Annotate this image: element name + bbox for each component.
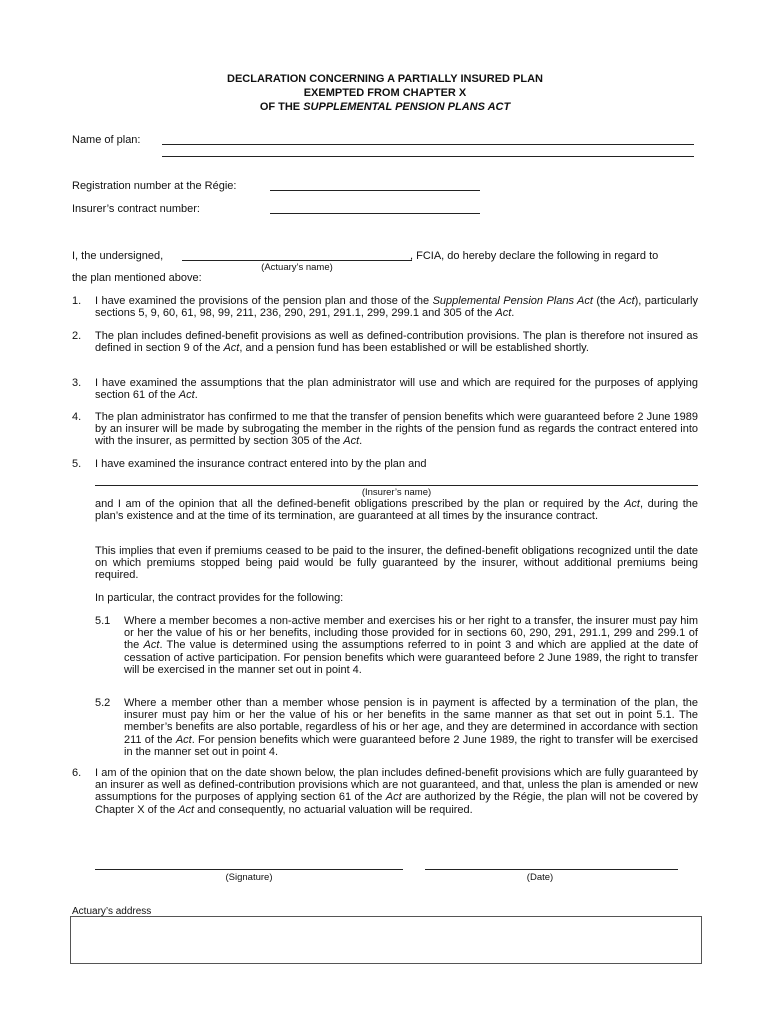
form-title	[72, 72, 698, 114]
title-line-1: DECLARATION CONCERNING A PARTIALLY INSURED PLAN	[227, 73, 543, 85]
item-4-number: 4.	[72, 411, 82, 423]
title-line-2: EXEMPTED FROM CHAPTER X	[303, 87, 467, 99]
plan-name-label: Name of plan:	[72, 134, 141, 146]
item-1-text: I have examined the provisions of the pension plan and those of the Supplemental Pension Plans Act (the Act), particularly sections 5, 9, 60, 61, 98, 99, 211, 236, 290, 291, 291.1, 299, 299.1 and 305 of the Act.	[95, 295, 698, 320]
plan-name-field-line-1[interactable]	[162, 144, 694, 145]
item-5-paragraph-2: This implies that even if premiums ceased to be paid to the insurer, the defined-benefit obligations recognized until the date on which premiums stopped being paid would be fully guaranteed by the insurer, without additional premiums being required.	[95, 545, 698, 582]
item-1-number: 1.	[72, 295, 82, 307]
item-3-number: 3.	[72, 377, 82, 389]
item-3-text: I have examined the assumptions that the plan administrator will use and which are required for the purposes of applying section 61 of the Act.	[95, 377, 698, 402]
insurer-name-field[interactable]	[95, 485, 698, 486]
insurer-name-caption: (Insurer’s name)	[361, 487, 432, 498]
item-6-text: I am of the opinion that on the date shown below, the plan includes defined-benefit provisions which are fully guaranteed by an insurer as well as defined-contribution provisions which are not guaranteed, and that, unless the plan is amended or new assumptions for the purposes of applying section 61 of the Act are authorized by the Régie, the plan will not be covered by Chapter X of the Act and consequently, no actuarial valuation will be required.	[95, 767, 698, 816]
item-5-number: 5.	[72, 458, 82, 470]
item-2-number: 2.	[72, 330, 82, 342]
signature-caption: (Signature)	[225, 872, 273, 883]
item-5-paragraph-3: In particular, the contract provides for the following:	[95, 592, 344, 604]
actuary-name-caption: (Actuary’s name)	[261, 262, 333, 273]
undersigned-continuation: the plan mentioned above:	[72, 272, 202, 284]
registration-number-field[interactable]	[270, 190, 480, 191]
item-5-2-text: Where a member other than a member whose pension is in payment is affected by a termination of the plan, the insurer must pay him or her the value of his or her benefits in the same manner as that set out in point 5.1. The member’s benefits are also portable, regardless of his or her age, and they are determined in accordance with section 211 of the Act. For pension benefits which were guaranteed before 2 June 1989, the right to transfer will be exercised in the manner set out in point 4.	[124, 697, 699, 758]
insurer-contract-number-label: Insurer’s contract number:	[72, 203, 200, 215]
signature-field[interactable]	[95, 869, 403, 870]
registration-number-label: Registration number at the Régie:	[72, 180, 237, 192]
actuary-address-box[interactable]	[70, 916, 702, 964]
undersigned-prefix: I, the undersigned,	[72, 250, 164, 262]
title-line-3: OF THE SUPPLEMENTAL PENSION PLANS ACT	[259, 101, 511, 113]
date-caption: (Date)	[526, 872, 554, 883]
date-field[interactable]	[425, 869, 678, 870]
item-6-number: 6.	[72, 767, 82, 779]
actuary-address-label: Actuary’s address	[72, 906, 152, 917]
item-4-text: The plan administrator has confirmed to me that the transfer of pension benefits which were guaranteed before 2 June 1989 by an insurer will be made by subrogating the member in the rights of the pension fund as regards the contract entered into with the insurer, as permitted by section 305 of the Act.	[95, 411, 698, 448]
item-5-1-text: Where a member becomes a non-active member and exercises his or her right to a transfer, the insurer must pay him or her the value of his or her benefits, including those provided for in sections 60, 290, 291, 291.1, 299 and 299.1 of the Act. The value is determined using the assumptions referred to in point 3 and which are applied at the date of cessation of active participation. For pension benefits which were guaranteed before 2 June 1989, the right to transfer will be exercised in the manner set out in point 4.	[124, 615, 698, 676]
plan-name-field-line-2[interactable]	[162, 156, 694, 157]
item-5-1-number: 5.1	[95, 615, 111, 627]
undersigned-suffix: , FCIA, do hereby declare the following in regard to	[410, 250, 659, 262]
item-5-2-number: 5.2	[95, 697, 111, 709]
item-2-text: The plan includes defined-benefit provisions as well as defined-contribution provisions. The plan is therefore not insured as defined in section 9 of the Act, and a pension fund has been established or will be established shortly.	[95, 330, 698, 355]
item-5-intro: I have examined the insurance contract entered into by the plan and	[95, 458, 427, 470]
actuary-name-field[interactable]	[182, 260, 412, 261]
insurer-contract-number-field[interactable]	[270, 213, 480, 214]
item-5-paragraph-1: and I am of the opinion that all the defined-benefit obligations prescribed by the plan or required by the Act, during the plan’s existence and at the time of its termination, are guaranteed at all times by the insurance contract.	[95, 498, 698, 523]
